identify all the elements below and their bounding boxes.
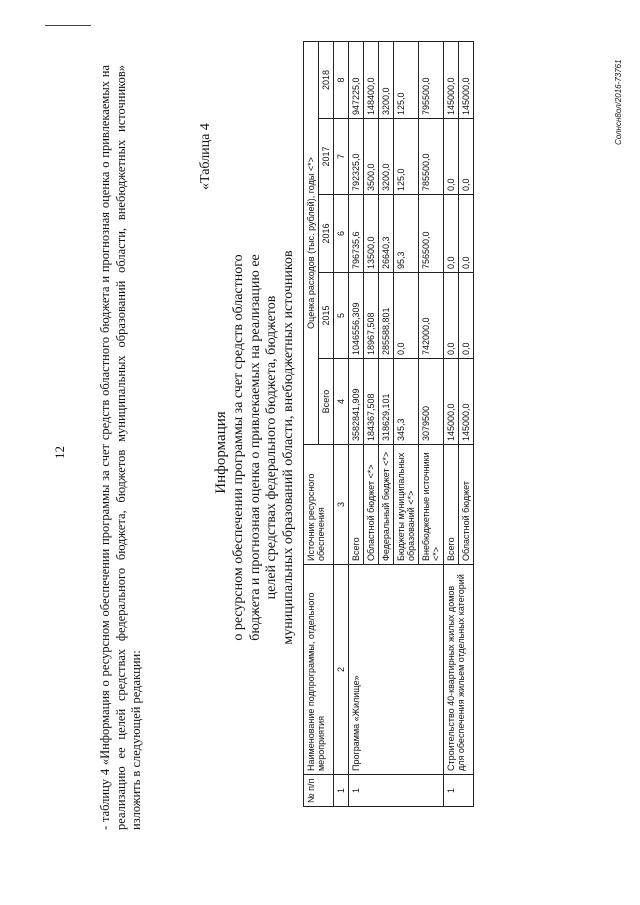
page-number: 12 [52,446,67,459]
header-row [304,41,319,806]
cell-2018: 795500,0 [419,41,444,118]
cell-2017: 3500,0 [364,119,379,195]
index-cell: 5 [334,273,349,359]
header-estimate: Оценка расходов (тыс. рублей), годы <*> [304,41,319,444]
cell-total: 145000,0 [444,359,459,445]
cell-2015: 742000,0 [419,273,444,359]
cell-2018: 125,0 [394,41,419,118]
header-name: Наименование подпрограммы, отдельного мероприятия [304,565,334,775]
cell-2017: 0,0 [459,119,474,195]
info-title: Информация [213,411,229,494]
cell-2017: 125,0 [394,119,419,195]
row-source: Всего [444,445,459,565]
info-subtitle: о ресурсном обеспечении программы за счет средств областного бюджета и прогнозная оценка о привлекаемых на реализацию ее целей средствах федерального бюджета, бюджетов муниципальных образований области, внебюджетных источников [231,250,296,645]
cell-2015: 18967,508 [364,273,379,359]
cell-total: 3582841,909 [349,359,364,445]
cell-2018: 947225,0 [349,41,364,118]
cell-total: 184367,508 [364,359,379,445]
header-num: № п/п [304,775,334,807]
cell-total: 3079500 [419,359,444,445]
resource-table [303,41,474,807]
cell-2015: 0,0 [394,273,419,359]
row-source: Федеральный бюджет <*> [379,445,394,565]
cell-2015: 1046556,309 [349,273,364,359]
row-source: Всего [349,445,364,565]
cell-2017: 792325,0 [349,119,364,195]
cell-2015: 0,0 [459,273,474,359]
header-total: Всего [319,359,334,445]
cell-2015: 285588,801 [379,273,394,359]
cell-total: 318629,101 [379,359,394,445]
row-num: 1 [444,775,474,807]
header-2018: 2018 [319,41,334,118]
header-2017: 2017 [319,119,334,195]
document-footer: Солнсн8ол/2016-73761 [614,59,623,145]
row-source: Бюджеты муниципальных образований <*> [394,445,419,565]
header-2015: 2015 [319,273,334,359]
intro-paragraph: - таблицу 4 «Информация о ресурсном обеспечении программы за счет средств областного бюджета и прогнозная оценка о привлекаемых на реализацию ее целей средствах федерального бюджета, бюджетов муниципальных образований области, внебюджетных источников» изложить в следующей редакции: [98,65,143,830]
cell-2016: 26640,3 [379,195,394,273]
row-name: Программа «Жилище» [349,565,444,775]
cell-2015: 0,0 [444,273,459,359]
table-row [349,41,364,806]
cell-2016: 756500,0 [419,195,444,273]
cell-total: 345,3 [394,359,419,445]
cell-total: 145000,0 [459,359,474,445]
cell-2017: 785500,0 [419,119,444,195]
row-name: Строительство 40-квартирных жилых домов для обеспечения жильем отдельных категорий [444,565,474,775]
cell-2018: 3200,0 [379,41,394,118]
cell-2016: 13500,0 [364,195,379,273]
index-row [334,41,349,806]
header-2016: 2016 [319,195,334,273]
cell-2016: 0,0 [444,195,459,273]
index-cell: 6 [334,195,349,273]
header-source: Источник ресурсного обеспечения [304,445,334,565]
index-cell: 3 [334,445,349,565]
index-cell: 4 [334,359,349,445]
row-source: Областной бюджет <*> [364,445,379,565]
index-cell: 7 [334,119,349,195]
table-label: «Таблица 4 [198,123,213,190]
table-row [444,41,459,806]
index-cell: 2 [334,565,349,775]
cell-2016: 0,0 [459,195,474,273]
cell-2017: 0,0 [444,119,459,195]
cell-2016: 796735,6 [349,195,364,273]
cell-2016: 95,3 [394,195,419,273]
cell-2018: 148400,0 [364,41,379,118]
cell-2018: 145000,0 [444,41,459,118]
index-cell: 8 [334,41,349,118]
row-source: Областной бюджет [459,445,474,565]
row-source: Внебюджетные источники <*> [419,445,444,565]
row-num: 1 [349,775,444,807]
index-cell: 1 [334,775,349,807]
cell-2018: 145000,0 [459,41,474,118]
cell-2017: 3200,0 [379,119,394,195]
